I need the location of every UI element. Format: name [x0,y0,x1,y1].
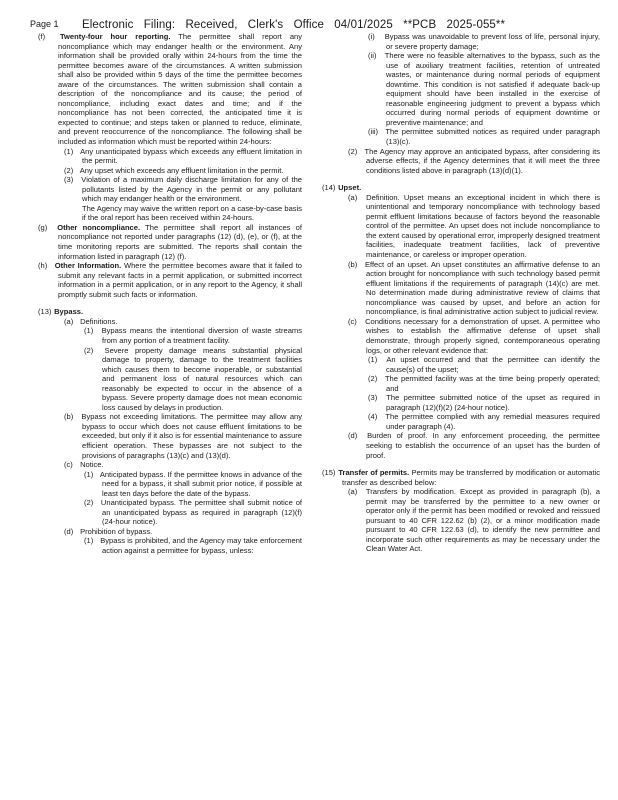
paragraph-text: Anticipated bypass. If the permittee knows in advance of the need for a bypass, it shall submit prior notice, if possible at least ten days before the date of the bypass. [99,469,302,498]
paragraph-text: Severe property damage means substantial physical damage to property, damage to the treatment facilities which causes them to become inoperable, or substantial and permanent loss of natural resources which can reasonably be expected to occur in the absence of a bypass. Severe property damage does not mean economic loss caused by delays in production. [102,345,302,412]
paragraph [322,374,600,393]
paragraph-label: (1) [84,326,94,336]
paragraph-text: Conditions necessary for a demonstration of upset. A permittee who wishes to establish the affirmative defense of upset shall demonstrate, through properly signed, contemporaneous operating logs, or other relevant evidence that: [365,316,600,355]
paragraph-label: (g) [38,222,48,232]
paragraph [322,175,600,183]
paragraph-label: (15) [322,468,336,478]
paragraph-label: (14) [322,183,336,193]
paragraph-text: The permittee shall report any noncompliance which may endanger health or the environment. Any information shall be provided orally within 24-hours from the time the permittee becomes aware of the circumstances. A written submission shall also be provided within 5 days of the time the permittee becomes aware of the circumstances. The written submission shall contain a description of the noncompliance and its cause; the period of noncompliance, including exact dates and time; and if the noncompliance has not been corrected, the anticipated time it is expected to continue; and steps taken or planned to reduce, eliminate, and prevent reoccurrence of the noncompliance. The following shall be included as information which must be reported within 24-hours: [58,32,302,147]
paragraph-text: Any unanticipated bypass which exceeds any effluent limitation in the permit. [80,146,303,166]
paragraph [38,326,302,345]
paragraph [38,498,302,527]
paragraph-text: Permits may be transferred by modification or automatic transfer as described below: [342,468,600,487]
paragraph [322,127,600,146]
paragraph-label: (4) [368,412,378,422]
paragraph [38,204,302,223]
paragraph-text: Notice. [80,460,104,470]
paragraph-label: (a) [348,192,358,202]
paragraph [322,393,600,412]
paragraph-label: (13) [38,307,52,317]
paragraph [322,431,600,460]
paragraph-heading: Bypass. [54,307,84,317]
paragraph-label: (1) [84,469,94,479]
paragraph-label: (2) [84,345,94,355]
paragraph-text: The permitted facility was at the time being properly operated; and [384,374,601,393]
paragraph-text: Any upset which exceeds any effluent limitation in the permit. [79,165,284,175]
paragraph-label: (3) [368,393,378,403]
paragraph-label: (b) [64,412,74,422]
paragraph [322,317,600,355]
paragraph [38,307,302,317]
paragraph-text: Violation of a maximum daily discharge limitation for any of the pollutants listed by the Agency in the permit or any pollutant which may endanger health or the environment. [81,175,302,204]
paragraph-text: Bypass is prohibited, and the Agency may take enforcement action against a permittee for bypass, unless: [100,536,302,555]
paragraph [322,193,600,260]
paragraph [38,317,302,327]
paragraph [38,412,302,460]
paragraph-heading: Transfer of permits. [338,468,410,478]
paragraph-label: (c) [348,316,357,326]
paragraph-text: Bypass was unavoidable to prevent loss of life, personal injury, or severe property damage; [384,32,600,51]
paragraph-text: The Agency may approve an anticipated bypass, after considering its adverse effects, if the Agency determines that it will meet the three conditions listed above in paragraph (13)(d)(1). [364,146,600,175]
paragraph-label: (1) [368,355,378,365]
filing-stamp: Electronic Filing: Received, Clerk's Office 04/01/2025 **PCB 2025-055** [82,19,506,31]
paragraph [322,260,600,317]
paragraph-label: (2) [348,146,358,156]
paragraph-label: (2) [84,498,94,508]
paragraph [322,468,600,487]
paragraph-text: The permittee submitted notices as required under paragraph (13)(c). [385,127,600,147]
paragraph-text: The permittee complied with any remedial measures required under paragraph (4). [385,412,601,431]
paragraph-label: (d) [348,431,358,441]
paragraph [38,346,302,413]
paragraph [38,32,302,147]
paragraph-text: Prohibition of bypass. [80,526,153,536]
paragraph-label: (i) [368,32,375,41]
paragraph-text: The permittee submitted notice of the upset as required in paragraph (12)(f)(2) (24-hour notice). [386,393,600,412]
paragraph [322,412,600,431]
paragraph-label: (2) [64,165,74,175]
paragraph [38,527,302,537]
paragraph-label: (2) [368,374,378,384]
paragraph [38,147,302,166]
paragraph [322,147,600,176]
paragraph-text: Definition. Upset means an exceptional incident in which there is unintentional and temporary noncompliance with technology based permit effluent limitations because of factors beyond the reasonable control of the permittee. An upset does not include noncompliance to the extent caused by operational error, improperly designed treatment facilities, inadequate treatment facilities, lack of preventive maintenance, or careless or improper operation. [366,192,600,260]
paragraph-label: (iii) [368,127,379,137]
paragraph [38,223,302,261]
paragraph-heading: Other noncompliance. [57,222,141,232]
paragraph-text: Where the permittee becomes aware that it failed to submit any relevant facts in a permit application, or submitted incorrect information in a permit application, or in any report to the Agency, it shall promptly submit such facts or information. [58,261,302,299]
paragraph-text: Bypass not exceeding limitations. The permittee may allow any bypass to occur which does not cause effluent limitations to be exceeded, but only if it also is for essential maintenance to assure efficient operation. These bypasses are not subject to the provisions of paragraphs (13)(c) and (13)(d). [81,412,302,460]
paragraph [38,460,302,470]
left-column [38,32,302,556]
paragraph-label: (d) [64,526,74,536]
right-column [322,32,600,554]
paragraph [322,51,600,127]
paragraph [38,470,302,499]
paragraph-label: (ii) [368,51,377,61]
paragraph [322,32,600,51]
paragraph-text: Burden of proof. In any enforcement proceeding, the permittee seeking to establish the occurrence of an upset has the burden of proof. [366,431,600,460]
paragraph [38,166,302,176]
paragraph-heading: Other Information. [54,261,122,271]
paragraph [38,536,302,555]
paragraph-label: (a) [64,316,74,326]
paragraph [38,175,302,204]
paragraph-label: (a) [348,487,358,497]
page-number: Page 1 [30,19,59,29]
paragraph-heading: Upset. [338,183,362,193]
paragraph [38,261,302,299]
paragraph-label: (3) [64,175,74,185]
paragraph [322,460,600,468]
paragraph-label: (c) [64,460,73,470]
paragraph-label: (f) [38,32,46,41]
paragraph-label: (1) [84,536,94,546]
paragraph-text: Unanticipated bypass. The permittee shall submit notice of an unanticipated bypass as required in paragraph (12)(f) (24-hour notice). [100,498,302,527]
paragraph-label: (h) [38,261,48,271]
paragraph-text: The permittee shall report all instances of noncompliance not reported under paragraphs (12) (d), (e), or (f), at the time monitoring reports are submitted. The reports shall contain the information listed in paragraph (12) (f). [58,222,302,261]
paragraph-text: Bypass means the intentional diversion of waste streams from any portion of a treatment facility. [101,326,302,345]
paragraph-text: An upset occurred and that the permittee can identify the cause(s) of the upset; [386,355,600,374]
paragraph-text: There were no feasible alternatives to the bypass, such as the use of auxiliary treatment facilities, retention of untreated wastes, or maintenance during normal periods of equipment downtime. This condition is not satisfied if adequate back-up equipment should have been installed in the exercise of reasonable engineering judgment to prevent a bypass which occurred during normal periods of equipment downtime or preventive maintenance; and [384,51,600,127]
paragraph [38,299,302,307]
paragraph-label: (1) [64,146,74,156]
paragraph [322,355,600,374]
paragraph-text: The Agency may waive the written report on a case-by-case basis if the oral report has been received within 24-hours. [82,203,302,223]
paragraph-text: Transfers by modification. Except as provided in paragraph (b), a permit may be transferred by the permittee to a new owner or operator only if the permit has been modified or revoked and reissued pursuant to 40 CFR 122.62 (b) (2), or a minor modification made pursuant to 40 CFR 122.63 (d), to identify the new permittee and incorporate such other requirements as may be necessary under the Clean Water Act. [365,487,600,554]
paragraph-label: (b) [348,259,358,269]
paragraph [322,487,600,554]
paragraph-text: Definitions. [80,316,118,326]
paragraph-heading: Twenty-four hour reporting. [59,32,171,41]
paragraph [322,183,600,193]
paragraph-text: Effect of an upset. An upset constitutes an affirmative defense to an action brought for noncompliance with such technology based permit effluent limitations if the requirements of paragraph (14)(c) are met. No determination made during administrative review of claims that noncompliance was caused by upset, and before an action for noncompliance, is final administrative action subject to judicial review. [364,259,600,317]
